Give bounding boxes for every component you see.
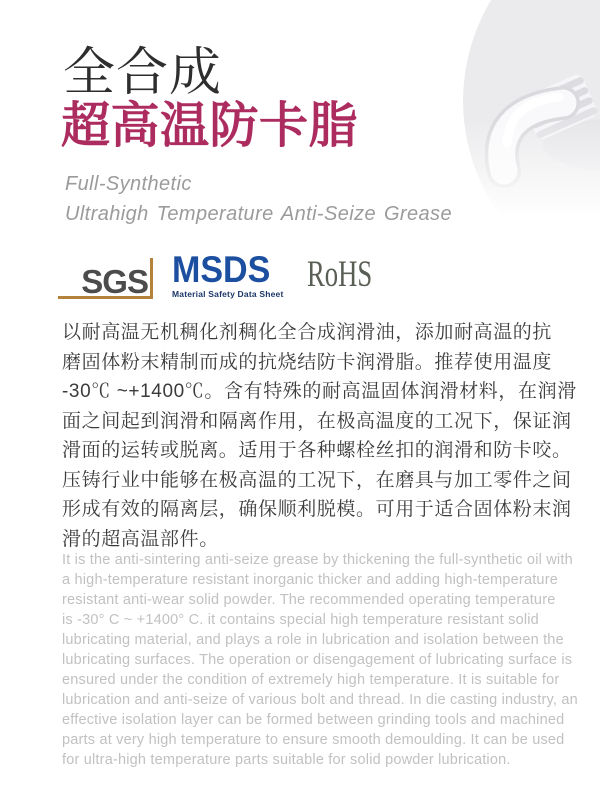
text-line: 以耐高温无机稠化剂稠化全合成润滑油，添加耐高温的抗 <box>62 322 553 343</box>
grease-tube-image <box>463 0 600 297</box>
text-line: It is the anti-sintering anti-seize grease by thickening the full-synthetic oil with <box>62 552 573 568</box>
sgs-logo-text: SGS <box>81 263 148 300</box>
msds-logo-subtext: Material Safety Data Sheet <box>172 289 284 299</box>
text-line: ensured under the condition of extremely high temperature. It is suitable for <box>62 672 560 688</box>
rohs-logo: RoHS <box>307 254 373 295</box>
text-line: 形成有效的隔离层，确保顺利脱模。可用于适合固体粉末润 <box>62 499 572 520</box>
text-line: parts at very high temperature to ensure smooth demoulding. It can be used <box>62 732 565 748</box>
product-title-cn-line1: 全合成 <box>63 44 223 102</box>
msds-logo-text: MSDS <box>172 249 271 290</box>
product-subtitle-en-line1: Full-Synthetic <box>65 173 192 195</box>
text-line: -30℃ ~+1400℃。含有特殊的耐高温固体润滑材料，在润滑 <box>62 381 577 402</box>
text-line: lubricating material, and plays a role in lubrication and isolation between the <box>62 632 564 648</box>
msds-logo <box>172 249 292 299</box>
text-line: 面之间起到润滑和隔离作用，在极高温度的工况下，保证润 <box>62 410 572 432</box>
text-line: a high-temperature resistant inorganic thicker and adding high-temperature <box>62 572 558 588</box>
sgs-logo <box>58 258 153 299</box>
text-line: resistant anti-wear solid powder. The recommended operating temperature <box>62 592 556 608</box>
text-line: 压铸行业中能够在极高温的工况下，在磨具与加工零件之间 <box>62 469 572 491</box>
text-line: 滑的超高温部件。 <box>62 528 219 550</box>
text-line: lubricating surfaces. The operation or disengagement of lubricating surface is <box>62 652 573 668</box>
product-photo-circle <box>463 0 600 297</box>
text-line: 滑面的运转或脱离。适用于各种螺栓丝扣的润滑和防卡咬。 <box>62 440 572 461</box>
text-line: for ultra-high temperature parts suitable for solid powder lubrication. <box>62 752 511 768</box>
product-subtitle-en-line2: Ultrahigh Temperature Anti-Seize Grease <box>65 203 452 225</box>
text-line: 磨固体粉末精制而成的抗烧结防卡润滑脂。推荐使用温度 <box>62 351 553 373</box>
text-line: lubrication and anti-seize of various bolt and thread. In die casting industry, an <box>62 692 578 708</box>
description-chinese <box>62 318 577 554</box>
description-english <box>62 550 578 770</box>
text-line: is -30° C ~ +1400° C. it contains special high temperature resistant solid <box>62 612 539 628</box>
text-line: effective isolation layer can be formed between grinding tools and machined <box>62 712 565 728</box>
product-title-cn-line2: 超高温防卡脂 <box>61 99 359 153</box>
